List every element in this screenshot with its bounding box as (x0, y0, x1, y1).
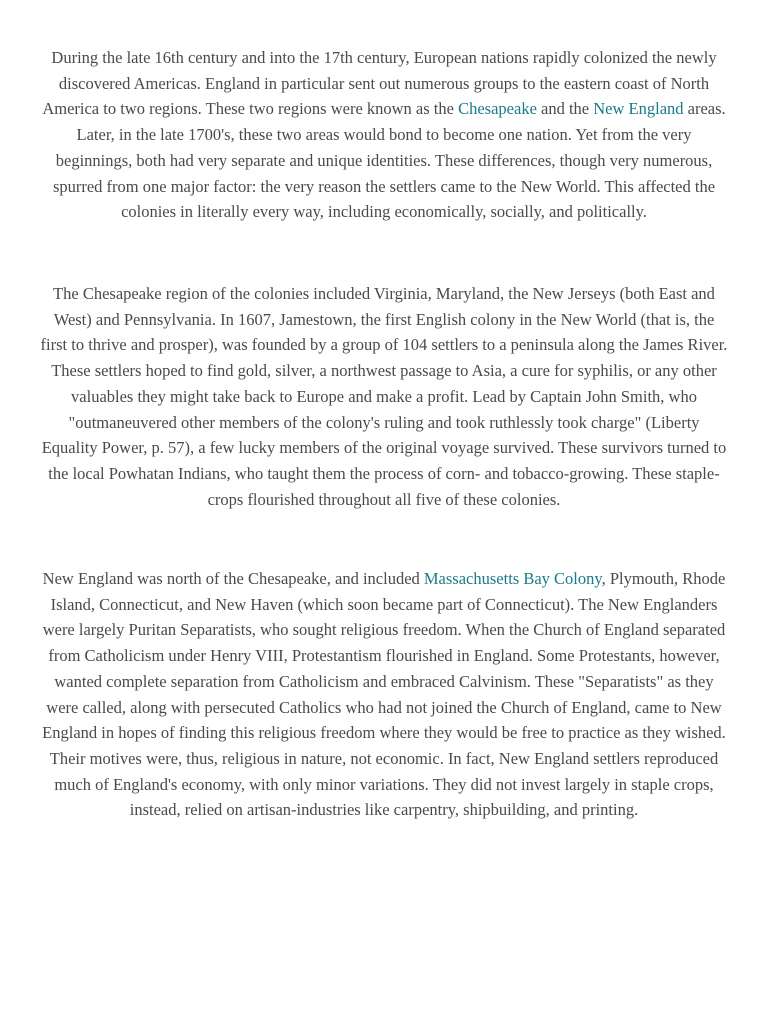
paragraph-text: and the (536, 99, 594, 119)
link-massachusetts-bay-colony[interactable]: Massachusetts Bay Colony (423, 569, 602, 588)
paragraph-text: The Chesapeake region of the colonies included Virginia, Maryland, the New Jerseys (both East and West) and Pennsylvania. In 1607, Jamestown, the first English colony in the New World (that is, the first to thrive and prosper), was founded by a group of 104 settlers to a peninsula along the James River. These settlers hoped to find gold, silver, a northwest passage to Asia, a cure for syphilis, or any other valuables they might take back to Europe and make a profit. Lead by Captain John Smith, who "outmaneuvered other members of the colony's ruling and took ruthlessly took charge" (Liberty Equality Power, p. 57), a few lucky members of the original voyage survived. These survivors turned to the local Powhatan Indians, who taught them the process of corn- and tobacco-growing. These staple-crops flourished throughout all five of these colonies. (40, 284, 728, 509)
paragraph-text: During the late 16th century and into the 17th century, European nations rapidly colonized the newly discovered Americas. England in particular sent out numerous groups to the eastern coast of North America to two regions. These two regions were known as the (42, 48, 717, 119)
paragraph-intro (40, 45, 728, 225)
paragraph-text: , Plymouth, Rhode Island, Connecticut, and New Haven (which soon became part of Connecticut). The New Englanders were largely Puritan Separatists, who sought religious freedom. When the Church of England separated from Catholicism under Henry VIII, Protestantism flourished in England. Some Protestants, however, wanted complete separation from Catholicism and embraced Calvinism. These "Separatists" as they were called, along with persecuted Catholics who had not joined the Church of England, came to New England in hopes of finding this religious freedom where they would be free to practice as they wished. Their motives were, thus, religious in nature, not economic. In fact, New England settlers reproduced much of England's economy, with only minor variations. They did not invest largely in staple crops, instead, relied on artisan-industries like carpentry, shipbuilding, and printing. (42, 569, 726, 820)
paragraph-chesapeake (40, 281, 728, 512)
paragraph-text: areas. Later, in the late 1700's, these two areas would bond to become one nation. Yet from the very beginnings, both had very separate and unique identities. These differences, though very numerous, spurred from one major factor: the very reason the settlers came to the New World. This affected the colonies in literally every way, including economically, socially, and politically. (52, 99, 726, 222)
paragraph-new-england (40, 566, 728, 823)
paragraph-text: New England was north of the Chesapeake, and included (42, 569, 424, 588)
link-new-england[interactable]: New England (593, 99, 684, 119)
link-chesapeake[interactable]: Chesapeake (458, 99, 537, 119)
